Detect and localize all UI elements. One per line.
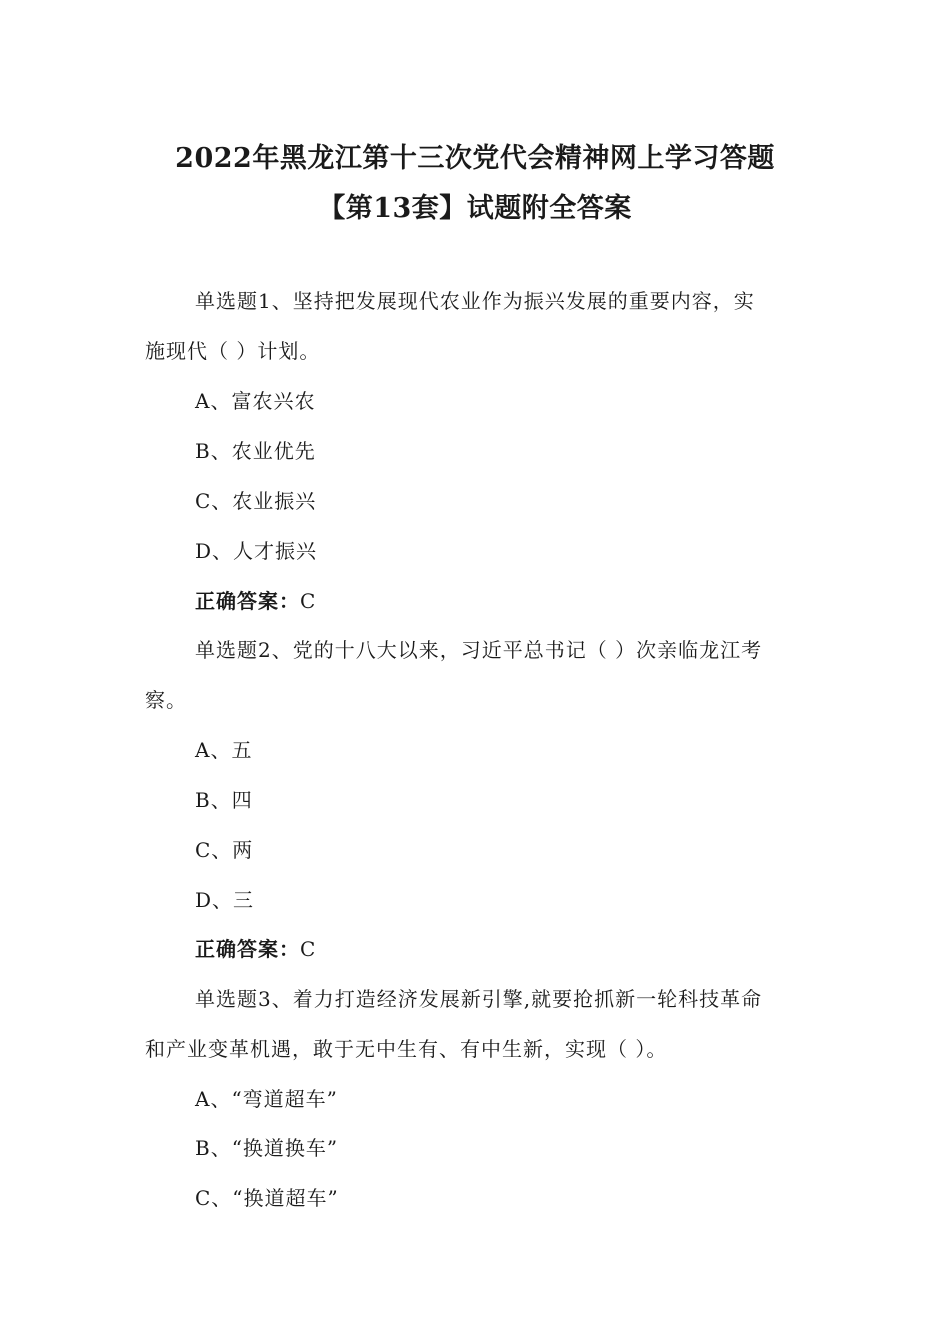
question-2-stem-line-2: 察。 <box>145 688 187 712</box>
question-2-stem-line-1: 单选题2、党的十八大以来，习近平总书记（ ）次亲临龙江考 <box>195 638 763 662</box>
question-1-option-b: B、农业优先 <box>195 439 316 463</box>
document-title-line-1: 2022年黑龙江第十三次党代会精神网上学习答题 <box>175 143 775 174</box>
question-1-option-d: D、人才振兴 <box>195 539 318 563</box>
question-3-stem-line-2: 和产业变革机遇，敢于无中生有、有中生新，实现（ ）。 <box>145 1037 668 1061</box>
question-2-option-c: C、两 <box>195 838 254 862</box>
question-2-answer-value: C <box>300 937 317 961</box>
question-3-option-b: B、“换道换车” <box>195 1136 339 1160</box>
question-2-answer-label: 正确答案： <box>195 937 300 961</box>
question-2-option-b: B、四 <box>195 788 253 812</box>
question-1-stem-line-2: 施现代（ ）计划。 <box>145 339 321 363</box>
question-2-answer <box>195 937 316 961</box>
question-1-option-c: C、农业振兴 <box>195 489 317 513</box>
question-1-answer <box>195 589 316 613</box>
question-3-option-c: C、“换道超车” <box>195 1186 339 1210</box>
document-title-line-2: 【第13套】试题附全答案 <box>318 193 632 224</box>
question-2-option-d: D、三 <box>195 888 255 912</box>
question-1-answer-label: 正确答案： <box>195 589 300 613</box>
question-3-stem-line-1: 单选题3、着力打造经济发展新引擎,就要抢抓新一轮科技革命 <box>195 987 763 1011</box>
question-1-option-a: A、富农兴农 <box>195 389 316 413</box>
question-1-stem-line-1: 单选题1、坚持把发展现代农业作为振兴发展的重要内容，实 <box>195 289 755 313</box>
question-2-option-a: A、五 <box>195 738 253 762</box>
question-3-option-a: A、“弯道超车” <box>195 1087 338 1111</box>
question-1-answer-value: C <box>300 589 317 613</box>
